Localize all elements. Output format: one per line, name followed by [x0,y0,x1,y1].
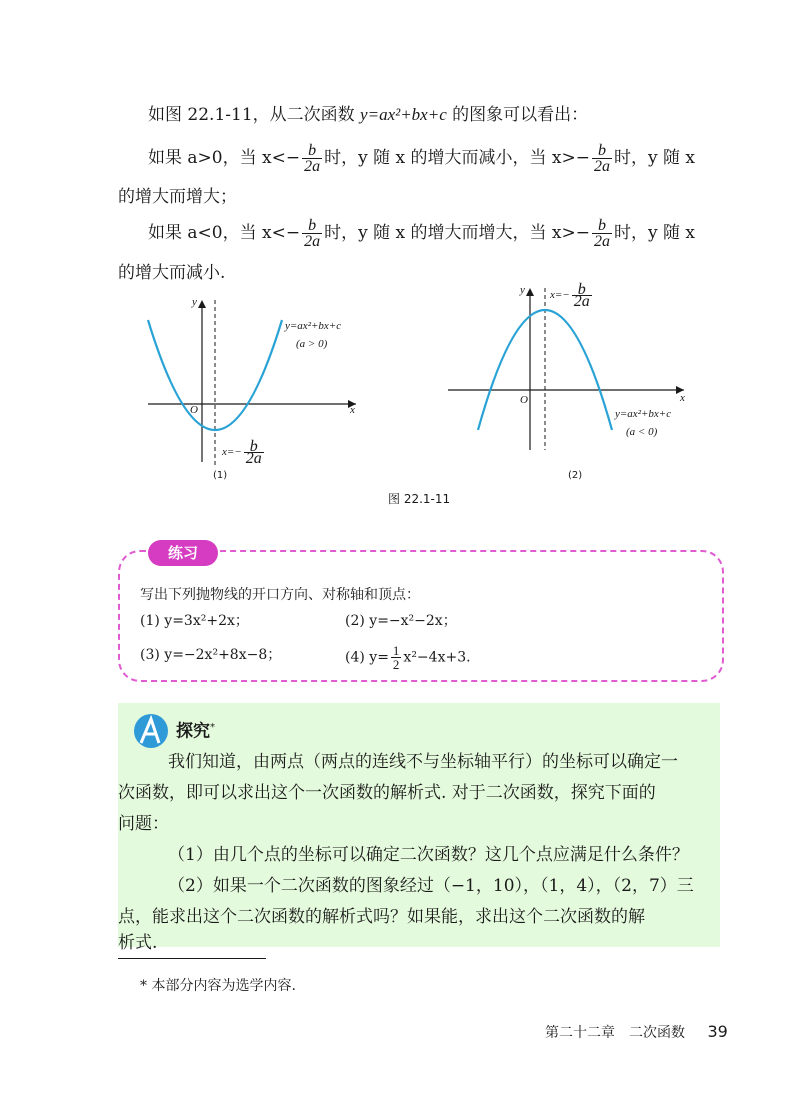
graph2-sublabel: (2) [568,470,583,481]
fraction: $\frac{b}{2a}$ [593,142,610,175]
page-number: 39 [707,1022,728,1041]
rule-positive-continuation: 的增大而增大； [118,187,237,207]
graph2-x-label: x [680,392,685,404]
exercise-tag: 练习 [148,540,218,566]
figure-caption: 图 22.1-11 [388,492,451,506]
fraction: $\frac{b}{2a}$ [304,142,321,175]
explore-line-4: （1）由几个点的坐标可以确定二次函数？这几个点应满足什么条件？ [168,845,689,865]
rule-positive-line [148,143,695,174]
graph1-equation: y=ax²+bx+c [285,320,342,332]
explore-line-1: 我们知道，由两点（两点的连线不与坐标轴平行）的坐标可以确定一 [168,752,678,772]
footnote: * 本部分内容为选学内容. [140,978,296,994]
intro-suffix: 的图象可以看出： [446,105,589,125]
graph2-condition: (a < 0) [626,426,658,438]
graph1-x-label: x [350,404,355,416]
intro-line [148,102,588,128]
graph1-origin-label: O [190,404,198,416]
fraction: $\frac{b}{2a}$ [593,217,610,250]
explore-icon [133,713,169,749]
graph1-y-label: y [192,296,197,308]
rule-negative-part-b: 时，y 随 x 的增大而增大，当 x>− [324,223,590,243]
graph2-y-label: y [520,284,525,296]
exercise-prompt: 写出下列抛物线的开口方向、对称轴和顶点： [140,587,420,603]
intro-formula: y=ax²+bx+c [360,105,447,124]
graph1-axis-label: x=− $\frac{b}{2a}$ [222,438,262,467]
intro-prefix: 如图 22.1-11，从二次函数 [148,105,361,125]
explore-title: 探究* [176,721,215,742]
rule-negative-line [148,218,695,249]
rule-negative-part-a: 如果 a<0，当 x<− [148,223,301,243]
rule-negative-continuation: 的增大而减小. [118,263,226,283]
rule-positive-part-a: 如果 a>0，当 x<− [148,148,301,168]
graph2-equation: y=ax²+bx+c [615,408,672,420]
exercise-item-2: (2) y=−x²−2x； [345,613,457,629]
exercise-item-3: (3) y=−2x²+8x−8； [140,647,282,663]
explore-line-6: 点，能求出这个二次函数的解析式吗？如果能，求出这个二次函数的解 [118,907,645,927]
page-footer [545,1022,728,1042]
rule-positive-part-b: 时，y 随 x 的增大而减小，当 x>− [324,148,590,168]
exercise-item-1: (1) y=3x²+2x； [140,613,249,629]
explore-line-2: 次函数，即可以求出这个一次函数的解析式. 对于二次函数，探究下面的 [118,783,656,803]
fraction: $\frac{b}{2a}$ [304,217,321,250]
graph2-axis-label: x=− $\frac{b}{2a}$ [550,281,590,310]
parabola-curve [478,310,612,430]
footnote-rule [118,958,266,959]
graph1-condition: (a > 0) [296,338,328,350]
explore-line-7: 析式. [118,933,158,953]
rule-positive-part-c: 时，y 随 x [613,148,695,168]
graph2-origin-label: O [520,394,528,406]
explore-line-3: 问题： [118,814,169,834]
rule-negative-part-c: 时，y 随 x [613,223,695,243]
graph1-sublabel: (1) [213,470,228,481]
exercise-item-4: (4) y= $\frac{1}{2}$ x²−4x+3. [345,643,471,672]
y-axis-arrow [526,288,534,296]
chapter-title: 第二十二章 二次函数 [545,1025,685,1041]
y-axis-arrow [198,300,206,308]
explore-line-5: （2）如果一个二次函数的图象经过（−1，10），（1，4），（2，7）三 [168,876,694,896]
